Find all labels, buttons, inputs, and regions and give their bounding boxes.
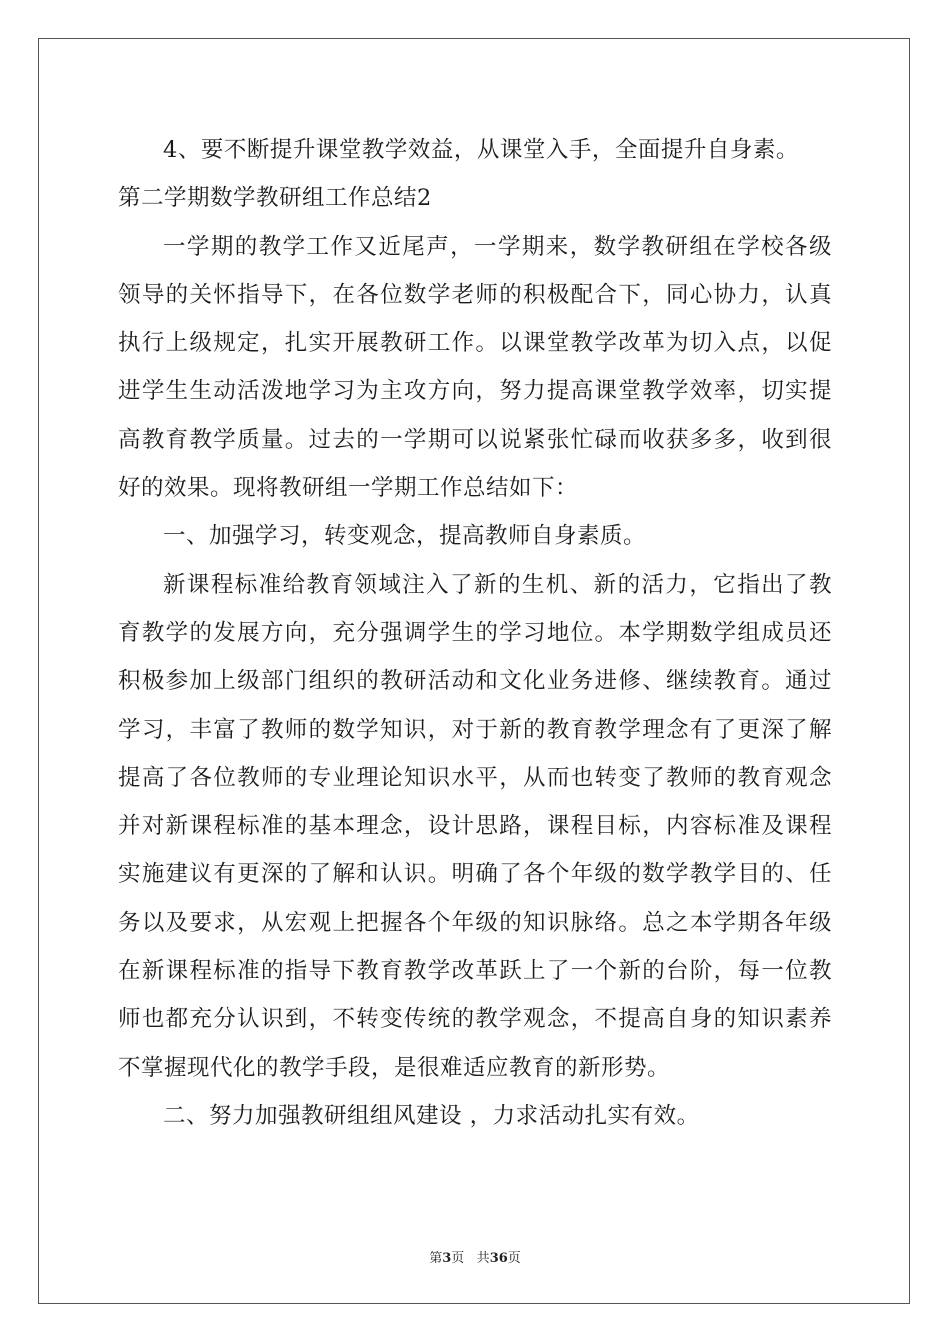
paragraph-line: 好的效果。现将教研组一学期工作总结如下： — [118, 475, 579, 502]
paragraph-line: 新课程标准给教育领域注入了新的生机、新的活力，它指出了教 — [163, 571, 832, 598]
paragraph-line: 执行上级规定，扎实开展教研工作。以课堂教学改革为切入点，以促 — [118, 330, 832, 357]
paragraph-line: 进学生生动活泼地学习为主攻方向，努力提高课堂教学效率，切实提 — [118, 378, 832, 405]
list-item-4: 4、要不断提升课堂教学效益，从课堂入手，全面提升自身素。 — [163, 137, 799, 163]
subheading-2: 二、努力加强教研组组风建设 ，力求活动扎实有效。 — [163, 1102, 700, 1129]
paragraph-line: 积极参加上级部门组织的教研活动和文化业务进修、继续教育。通过 — [118, 668, 832, 695]
paragraph-line: 育教学的发展方向，充分强调学生的学习地位。本学期数学组成员还 — [118, 619, 832, 646]
paragraph-line: 务以及要求，从宏观上把握各个年级的知识脉络。总之本学期各年级 — [118, 909, 832, 936]
section-title: 第二学期数学教研组工作总结2 — [118, 185, 432, 212]
paragraph-line: 提高了各位教师的专业理论知识水平，从而也转变了教师的教育观念 — [118, 764, 832, 791]
document-body — [118, 126, 832, 1140]
paragraph-line: 一学期的教学工作又近尾声，一学期来，数学教研组在学校各级 — [163, 233, 832, 260]
paragraph-line: 并对新课程标准的基本理念，设计思路，课程目标，内容标准及课程 — [118, 813, 832, 840]
paragraph-line: 领导的关怀指导下，在各位数学老师的积极配合下，同心协力，认真 — [118, 281, 832, 308]
page-footer — [0, 1247, 950, 1266]
paragraph-line: 实施建议有更深的了解和认识。明确了各个年级的数学教学目的、任 — [118, 861, 832, 888]
paragraph-line: 学习，丰富了教师的数学知识，对于新的教育教学理念有了更深了解 — [118, 716, 832, 743]
paragraph-line: 高教育教学质量。过去的一学期可以说紧张忙碌而收获多多，收到很 — [118, 426, 832, 453]
paragraph-line: 在新课程标准的指导下教育教学改革跃上了一个新的台阶，每一位教 — [118, 958, 832, 985]
total-pages: 36 — [489, 1251, 508, 1266]
paragraph-line: 不掌握现代化的教学手段，是很难适应教育的新形势。 — [118, 1054, 671, 1081]
total-prefix: 共 — [476, 1251, 490, 1266]
paragraph-line: 师也都充分认识到，不转变传统的教学观念，不提高自身的知识素养 — [118, 1006, 832, 1033]
page-number: 3 — [442, 1251, 452, 1266]
total-suffix: 页 — [507, 1251, 521, 1266]
page-suffix: 页 — [451, 1251, 465, 1266]
page-prefix: 第 — [429, 1251, 443, 1266]
subheading-1: 一、加强学习，转变观念，提高教师自身素质。 — [163, 523, 647, 550]
